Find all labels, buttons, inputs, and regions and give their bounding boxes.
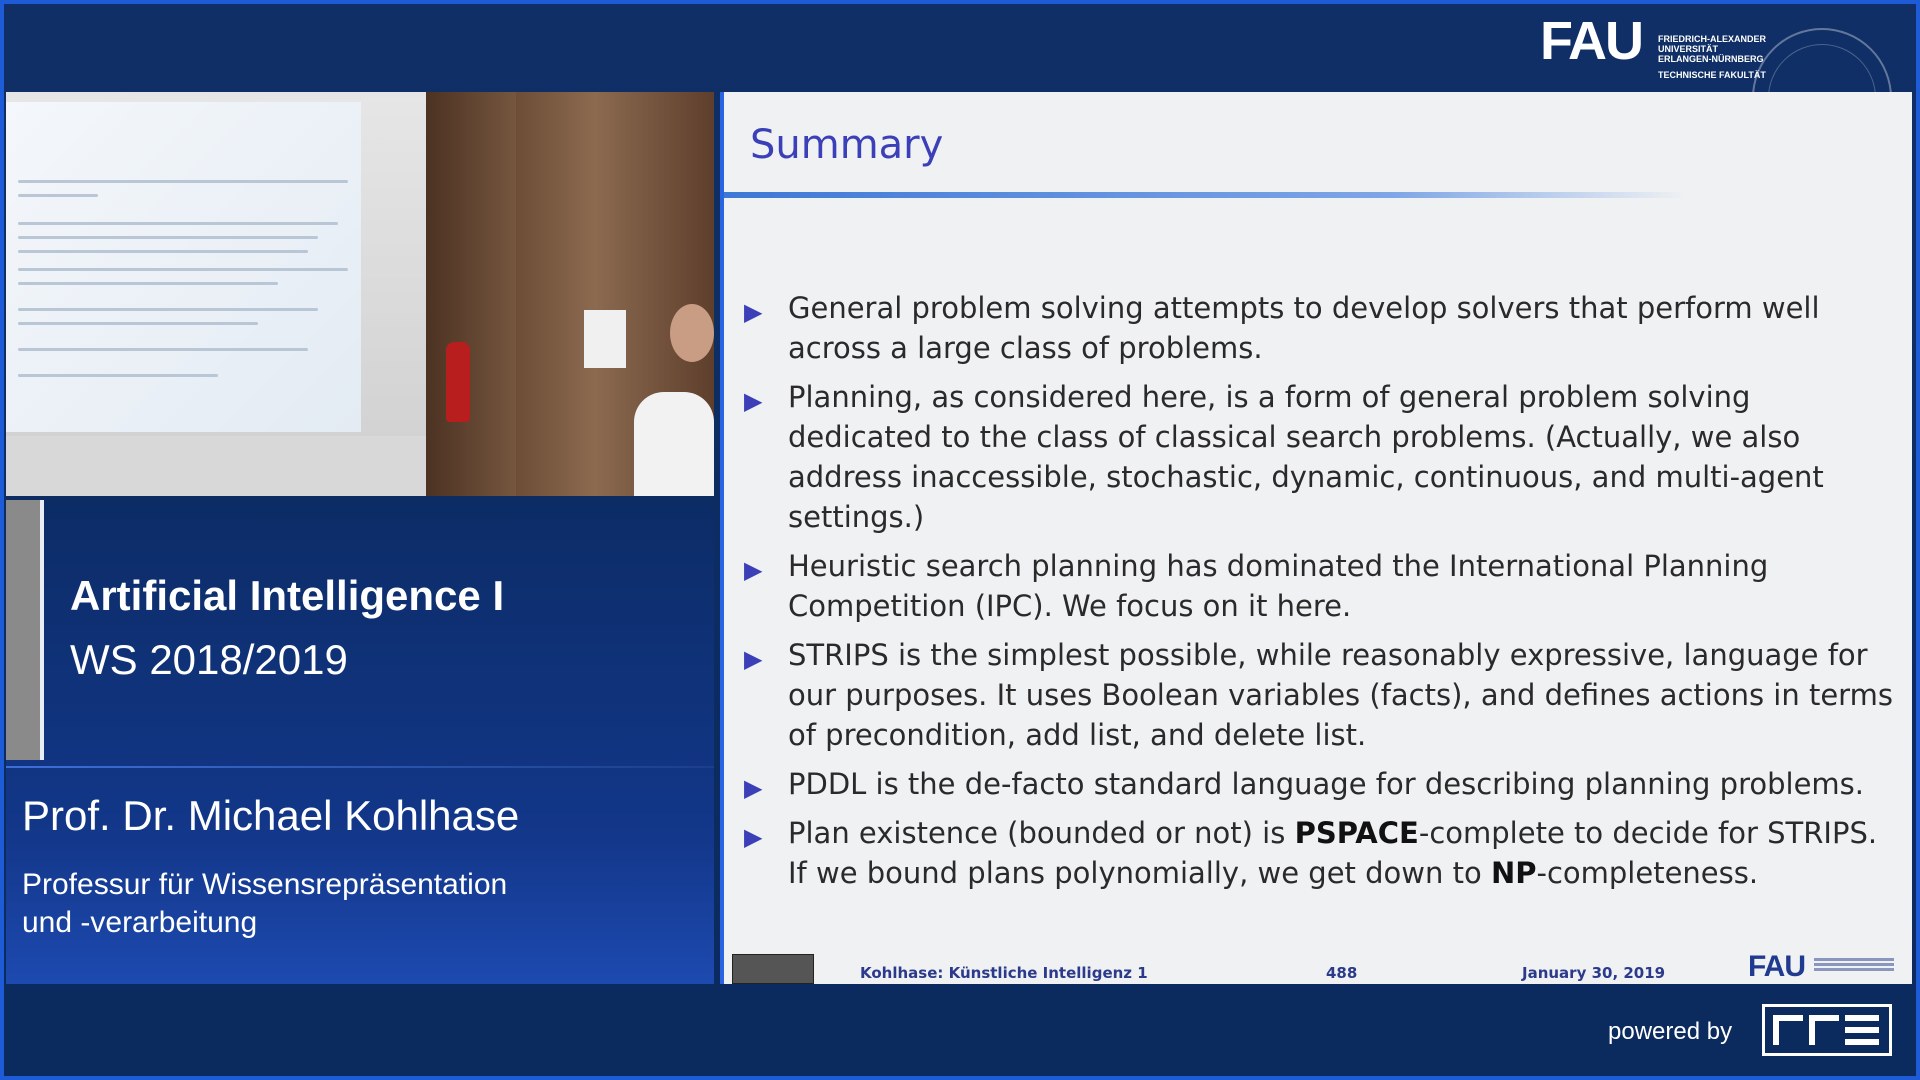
slide-bullet (742, 764, 1902, 804)
slide-bullet (742, 288, 1902, 368)
fau-logo-lines (1658, 34, 1766, 64)
slide-footer-logo: FAU (1748, 950, 1805, 983)
bullet-text: Heuristic search planning has dominated the International Planning Competition (IPC). We focus on it here. (788, 549, 1769, 623)
rrze-logo-icon (1762, 1004, 1892, 1056)
accent-bar-light (40, 500, 44, 760)
fau-logo-text: FAU (1540, 11, 1642, 71)
bullet-arrow-icon: ▶ (744, 387, 763, 415)
fire-extinguisher (446, 342, 470, 422)
bullet-text: STRIPS is the simplest possible, while reasonably expressive, language for our purposes. It uses Boolean variables (facts), and defines actions in terms of precondition, add list, and delete list. (788, 638, 1893, 752)
lecturer-name: Prof. Dr. Michael Kohlhase (22, 792, 520, 839)
fau-logo-line: ERLANGEN-NÜRNBERG (1658, 54, 1764, 64)
bullet-arrow-icon: ▶ (744, 645, 763, 673)
bullet-text: Planning, as considered here, is a form of general problem solving dedicated to the class of classical search problems. (Actually, we also address inaccessible, stochastic, dynamic, continuous, and multi-agent settings.) (788, 380, 1824, 534)
projector-screen (6, 102, 361, 432)
lecturer-department: Professur für Wissensrepräsentation (22, 868, 508, 901)
lecture-video[interactable] (6, 92, 714, 496)
slide-bullet (742, 377, 1902, 537)
lecturer-department: und -verarbeitung (22, 906, 258, 939)
divider (6, 766, 714, 768)
bullet-text: PDDL is the de-facto standard language for describing planning problems. (788, 767, 1865, 801)
powered-by-label: powered by (1608, 1018, 1733, 1045)
bullet-arrow-icon: ▶ (744, 823, 763, 851)
bullet-text: -completeness. (1536, 856, 1759, 890)
lecturer-head (670, 304, 714, 362)
bullet-text: General problem solving attempts to develop solvers that perform well across a large class of problems. (788, 291, 1820, 365)
door-notice (584, 310, 626, 368)
slide-footer-page: 488 (1326, 964, 1358, 982)
fau-logo-subline: TECHNISCHE FAKULTÄT (1658, 70, 1766, 80)
bullet-text: Plan existence (bounded or not) is (788, 816, 1295, 850)
bullet-text: -complete to decide for STRIPS. If we bound plans polynomially, we get down to (788, 816, 1878, 890)
fau-logo-line: UNIVERSITÄT (1658, 44, 1719, 54)
slide-bullet (742, 546, 1902, 626)
bullet-arrow-icon: ▶ (744, 556, 763, 584)
accent-bar (6, 500, 40, 760)
video-door (426, 92, 526, 496)
bullet-bold-term: NP (1490, 856, 1537, 890)
presentation-slide (720, 92, 1912, 984)
bullet-arrow-icon: ▶ (744, 774, 763, 802)
slide-title-rule (724, 192, 1684, 198)
slide-footer-author: Kohlhase: Künstliche Intelligenz 1 (860, 964, 1148, 982)
slide-bullet-list (742, 288, 1902, 902)
course-title: Artificial Intelligence I (70, 572, 505, 619)
slide-title: Summary (750, 122, 944, 168)
slide-footer-date: January 30, 2019 (1522, 964, 1666, 982)
slide-footer-logo-lines (1814, 958, 1894, 976)
slide-bullet (742, 635, 1902, 755)
bullet-arrow-icon: ▶ (744, 298, 763, 326)
course-term: WS 2018/2019 (70, 636, 348, 683)
cc-license-icon (732, 954, 814, 984)
bullet-bold-term: PSPACE (1294, 816, 1419, 850)
lecturer-body (634, 392, 714, 496)
slide-bullet (742, 813, 1902, 893)
fau-logo-line: FRIEDRICH-ALEXANDER (1658, 34, 1766, 44)
